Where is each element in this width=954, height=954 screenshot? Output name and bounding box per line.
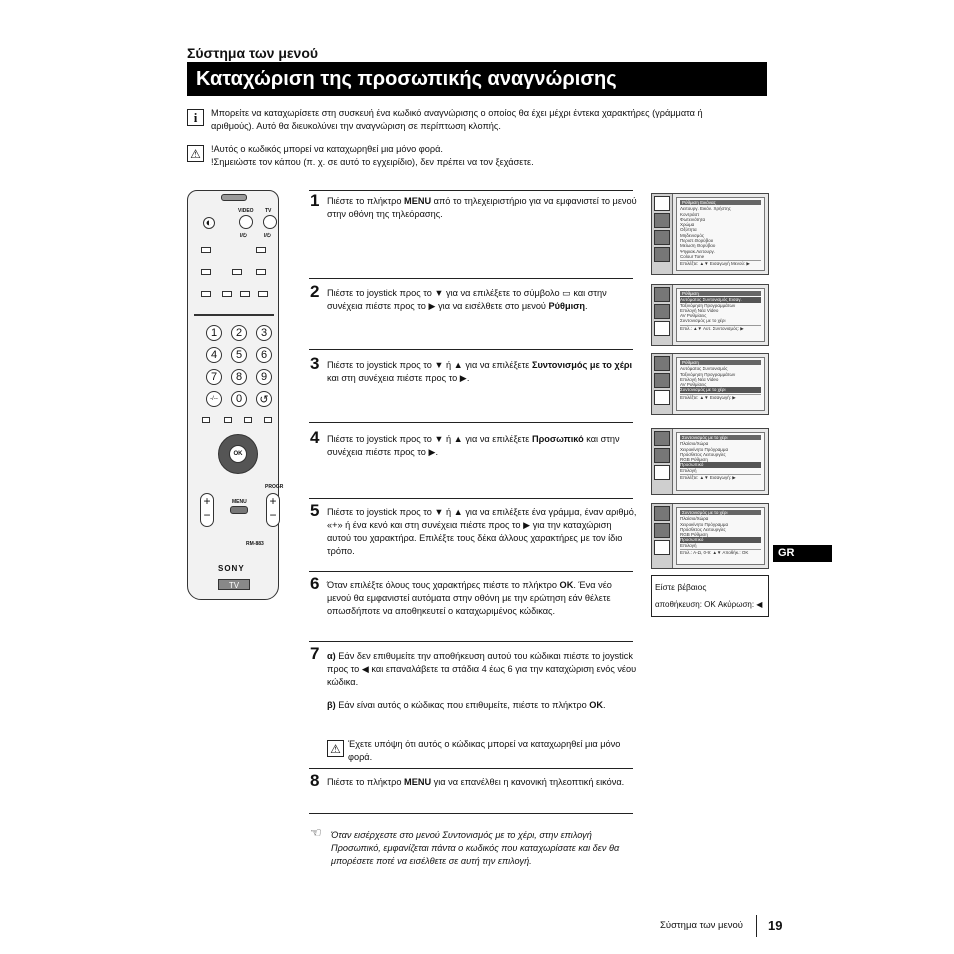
step-divider bbox=[309, 422, 633, 423]
remote-btn bbox=[256, 269, 266, 275]
setup-icon: ▭ bbox=[562, 288, 571, 298]
step-6-text: Όταν επιλέξτε όλους τους χαρακτήρες πιέστε το πλήκτρο OK. Ένα νέο μενού θα εμφανιστεί αυτόματα στην οθόνη με την ερώτηση εάν θέλετε οπωσδήποτε να αποθηκευτεί ο καταχωριμένος κώδικας. bbox=[327, 580, 612, 616]
recall-button: ↺ bbox=[256, 391, 272, 407]
page-number: 19 bbox=[768, 918, 783, 933]
joystick bbox=[218, 434, 258, 474]
digit-3-button: 3 bbox=[256, 325, 272, 341]
info-icon: i bbox=[187, 109, 204, 126]
remote-video-label: VIDEO bbox=[238, 208, 254, 214]
step-3-text: Πιέστε το joystick προς το ▼ ή ▲ για να επιλέξετε Συντονισμός με το χέρι και στη συνέχεια πιέστε προς το ▶. bbox=[327, 360, 633, 383]
remote-tv-label: TV bbox=[265, 208, 272, 214]
sound-menu-icon bbox=[654, 304, 670, 319]
step-divider bbox=[309, 498, 633, 499]
remote-btn bbox=[201, 291, 211, 297]
digit-7-button: 7 bbox=[206, 369, 222, 385]
digit-9-button: 9 bbox=[256, 369, 272, 385]
remote-btn bbox=[256, 247, 266, 253]
tv-screen-5 bbox=[651, 503, 769, 569]
remote-btn bbox=[201, 247, 211, 253]
step-divider bbox=[309, 278, 633, 279]
osd-menu: Συντονισμός με το χέρι Πλαίσιο/Χώρα Χειροκίνητο Πρόγραμμα Πρόσθετος Λειτουργίες RGB Ρύθμιση Προσωπικό Επιλογή Επιλ.: A-Ω, 0-9: ▲▼ Αποθήκ.: OK bbox=[676, 507, 765, 565]
step-7a-text: α) Εάν δεν επιθυμείτε την αποθήκευση αυτού του κώδικαι πιέστε το joystick προς το ◀ και επαναλάβετε τα στάδια 4 έως 6 για την καταχώριση ενός νέου κώδικα. bbox=[327, 651, 637, 687]
confirm-dialog bbox=[651, 575, 769, 617]
picture-menu-icon bbox=[654, 506, 670, 521]
picture-menu-icon bbox=[654, 196, 670, 211]
menu-button bbox=[230, 506, 248, 514]
step-number: 8 bbox=[310, 771, 320, 790]
page-title: Καταχώριση της προσωπικής αναγνώρισης bbox=[187, 62, 767, 96]
info-text: Μπορείτε να καταχωρίσετε στη συσκευή ένα κωδικό αναγνώρισης ο οποίος θα έχει μέχρι έντεκα χαρακτήρες (γράμματα ή αριθμούς). Αυτό θα διευκολύνει την αναγνώριση σε περίπτωση κλοπής. bbox=[211, 108, 703, 131]
remote-ir-window bbox=[221, 194, 247, 201]
digit-8-button: 8 bbox=[231, 369, 247, 385]
osd-menu: Συντονισμός με το χέρι Πλαίσιο/Χώρα Χειροκίνητο Πρόγραμμα Πρόσθετος Λειτουργίες RGB Ρύθμιση Προσωπικό Επιλογή Επιλέξτε: ▲▼ Εισαγωγή: ▶ bbox=[676, 432, 765, 491]
tv-screen-1 bbox=[651, 193, 769, 275]
digit-1-button: 1 bbox=[206, 325, 222, 341]
model-label: RM-883 bbox=[246, 541, 264, 547]
progr-label: PROGR bbox=[265, 484, 284, 490]
osd-menu: Ρύθμιση Εικόνας Λειτουργ. Εικόν. Χρήστης Κοντράστ Φωτεινότητα Χρώμα Οξύτητα Μηδενισμός Περιστ.Θορύβου Μείωση Θορύβου Ψηφιακ.Λειτουργ. Colour Tone Επιλέξτε: ▲▼ Εισαγωγή Μενού: ▶ bbox=[676, 197, 765, 271]
remote-btn bbox=[240, 291, 250, 297]
mute-button: ◐ bbox=[203, 217, 215, 229]
tv-menu-icons bbox=[652, 285, 673, 345]
osd-menu: Ρύθμιση Αυτόματος Συντονισμός Ταξινόμηση Προγραμμάτων Επιλογή Νέα Video AV Ρυθμίσεις Συντονισμός με το χέρι Επιλέξτε: ▲▼ Εισαγωγή: ▶ bbox=[676, 357, 765, 411]
footer-text: Σύστημα των μενού bbox=[660, 920, 743, 931]
digit-2-button: 2 bbox=[231, 325, 247, 341]
warning-icon: ⚠ bbox=[327, 740, 344, 757]
step-divider bbox=[309, 190, 633, 191]
digit-4-button: 4 bbox=[206, 347, 222, 363]
setup-menu-icon bbox=[654, 540, 670, 555]
remote-btn bbox=[202, 417, 210, 423]
sound-menu-icon bbox=[654, 213, 670, 228]
step-divider bbox=[309, 571, 633, 572]
tv-screen-4 bbox=[651, 428, 769, 495]
digit-dash-button: -/-- bbox=[206, 391, 222, 407]
brand-logo: SONY bbox=[218, 564, 245, 573]
osd-menu: Ρύθμιση Αυτόματος Συντονισμός Εισαγ. Ταξινόμηση Προγραμμάτων Επιλογή Νέα Video AV Ρυθμίσεις Συντονισμός με το χέρι Επιλ.: ▲▼ Αυτ. Συντονισμός: ▶ bbox=[676, 288, 765, 342]
remote-btn bbox=[258, 291, 268, 297]
tv-power-button bbox=[263, 215, 277, 229]
step-number: 4 bbox=[310, 428, 320, 447]
step-number: 2 bbox=[310, 282, 320, 301]
picture-menu-icon bbox=[654, 287, 670, 302]
ok-button: OK bbox=[229, 445, 247, 463]
confirm-options: αποθήκευση: OK Ακύρωση: ◀ bbox=[655, 600, 763, 609]
features-menu-icon bbox=[654, 230, 670, 245]
remote-btn bbox=[201, 269, 211, 275]
setup-menu-icon bbox=[654, 321, 670, 336]
remote-divider bbox=[194, 314, 274, 316]
digit-6-button: 6 bbox=[256, 347, 272, 363]
step-number: 1 bbox=[310, 191, 320, 210]
step-1-text: Πιέστε το πλήκτρο MENU από το τηλεχειριστήριο για να εμφανιστεί το μενού στην οθόνη της τηλεόρασης. bbox=[327, 196, 637, 219]
tip-hand-icon: ☜ bbox=[310, 825, 322, 840]
step-7-warning: Έχετε υπόψη ότι αυτός ο κώδικας μπορεί να καταχωρηθεί μια μόνο φορά. bbox=[348, 739, 621, 762]
menu-label: MENU bbox=[232, 499, 247, 505]
step-number: 5 bbox=[310, 501, 320, 520]
sound-menu-icon bbox=[654, 448, 670, 463]
setup-menu-icon bbox=[654, 390, 670, 405]
remote-btn bbox=[232, 269, 242, 275]
tv-menu-icons bbox=[652, 429, 673, 494]
warning-text: !Αυτός ο κωδικός μπορεί να καταχωρηθεί μια μόνο φορά. !Σημειώστε τον κάπου (π. χ. σε αυτό το εγχειρίδιο), δεν πρέπει να τον ξεχάσετε. bbox=[211, 144, 534, 167]
video-power-button bbox=[239, 215, 253, 229]
warning-icon: ⚠ bbox=[187, 145, 204, 162]
step-divider bbox=[309, 349, 633, 350]
remote-btn bbox=[224, 417, 232, 423]
step-4-text: Πιέστε το joystick προς το ▼ ή ▲ για να επιλέξετε Προσωπικό και στην συνέχεια πιέστε προς το ▶. bbox=[327, 434, 620, 457]
digit-0-button: 0 bbox=[231, 391, 247, 407]
step-divider bbox=[309, 768, 633, 769]
remote-control bbox=[187, 190, 284, 600]
picture-menu-icon bbox=[654, 431, 670, 446]
tv-menu-icons bbox=[652, 194, 673, 274]
tv-screen-3 bbox=[651, 353, 769, 415]
volume-rocker: + − bbox=[200, 493, 214, 527]
step-7b-text: β) Εάν είναι αυτός ο κώδικας που επιθυμείτε, πιέστε το πλήκτρο OK. bbox=[327, 700, 606, 710]
step-2-text: Πιέστε το joystick προς το ▼ για να επιλέξετε το σύμβολο ▭ και στην συνέχεια πιέστε προς το ▶ για να εισέλθετε στο μενού Ρύθμιση. bbox=[327, 288, 607, 311]
tv-power-label: I/⏻ bbox=[264, 233, 271, 239]
language-tab: GR bbox=[773, 545, 832, 562]
tv-menu-icons bbox=[652, 504, 673, 568]
step-8-text: Πιέστε το πλήκτρο MENU για να επανέλθει η κανονική τηλεοπτική εικόνα. bbox=[327, 777, 625, 787]
step-divider bbox=[309, 813, 633, 814]
step-divider bbox=[309, 641, 633, 642]
tv-screen-2 bbox=[651, 284, 769, 346]
step-number: 6 bbox=[310, 574, 320, 593]
tv-badge: TV bbox=[218, 579, 250, 590]
setup-menu-icon bbox=[654, 465, 670, 480]
remote-btn bbox=[222, 291, 232, 297]
tip-text: Όταν εισέρχεστε στο μενού Συντονισμός με το χέρι, στην επιλογή Προσωπικό, εμφανίζεται πάντα ο κωδικός που καταχωρίσατε και δεν θα μπορέσετε ποτέ να εισέλθετε σε αυτή την επιλογή. bbox=[331, 830, 620, 866]
digit-5-button: 5 bbox=[231, 347, 247, 363]
picture-menu-icon bbox=[654, 356, 670, 371]
step-number: 7 bbox=[310, 644, 320, 663]
program-rocker: + − bbox=[266, 493, 280, 527]
footer-divider bbox=[756, 915, 757, 937]
sound-menu-icon bbox=[654, 373, 670, 388]
step-5-text: Πιέστε το joystick προς το ▼ ή ▲ για να επιλέξετε ένα γράμμα, έναν αριθμό, «+» ή ένα κενό και στη συνέχεια πιέστε προς το ▶ για την καταχώριση αυτού του χαρακτήρα. Επιλέξτε τους δέκα άλλους χαρακτήρες με τον ίδιο τρόπο. bbox=[327, 507, 637, 556]
setup-menu-icon bbox=[654, 247, 670, 262]
step-number: 3 bbox=[310, 354, 320, 373]
remote-btn bbox=[244, 417, 252, 423]
video-power-label: I/⏻ bbox=[240, 233, 247, 239]
confirm-title: Είστε βέβαιος bbox=[655, 582, 707, 592]
tv-menu-icons bbox=[652, 354, 673, 414]
section-title: Σύστημα των μενού bbox=[187, 45, 319, 61]
remote-btn bbox=[264, 417, 272, 423]
sound-menu-icon bbox=[654, 523, 670, 538]
